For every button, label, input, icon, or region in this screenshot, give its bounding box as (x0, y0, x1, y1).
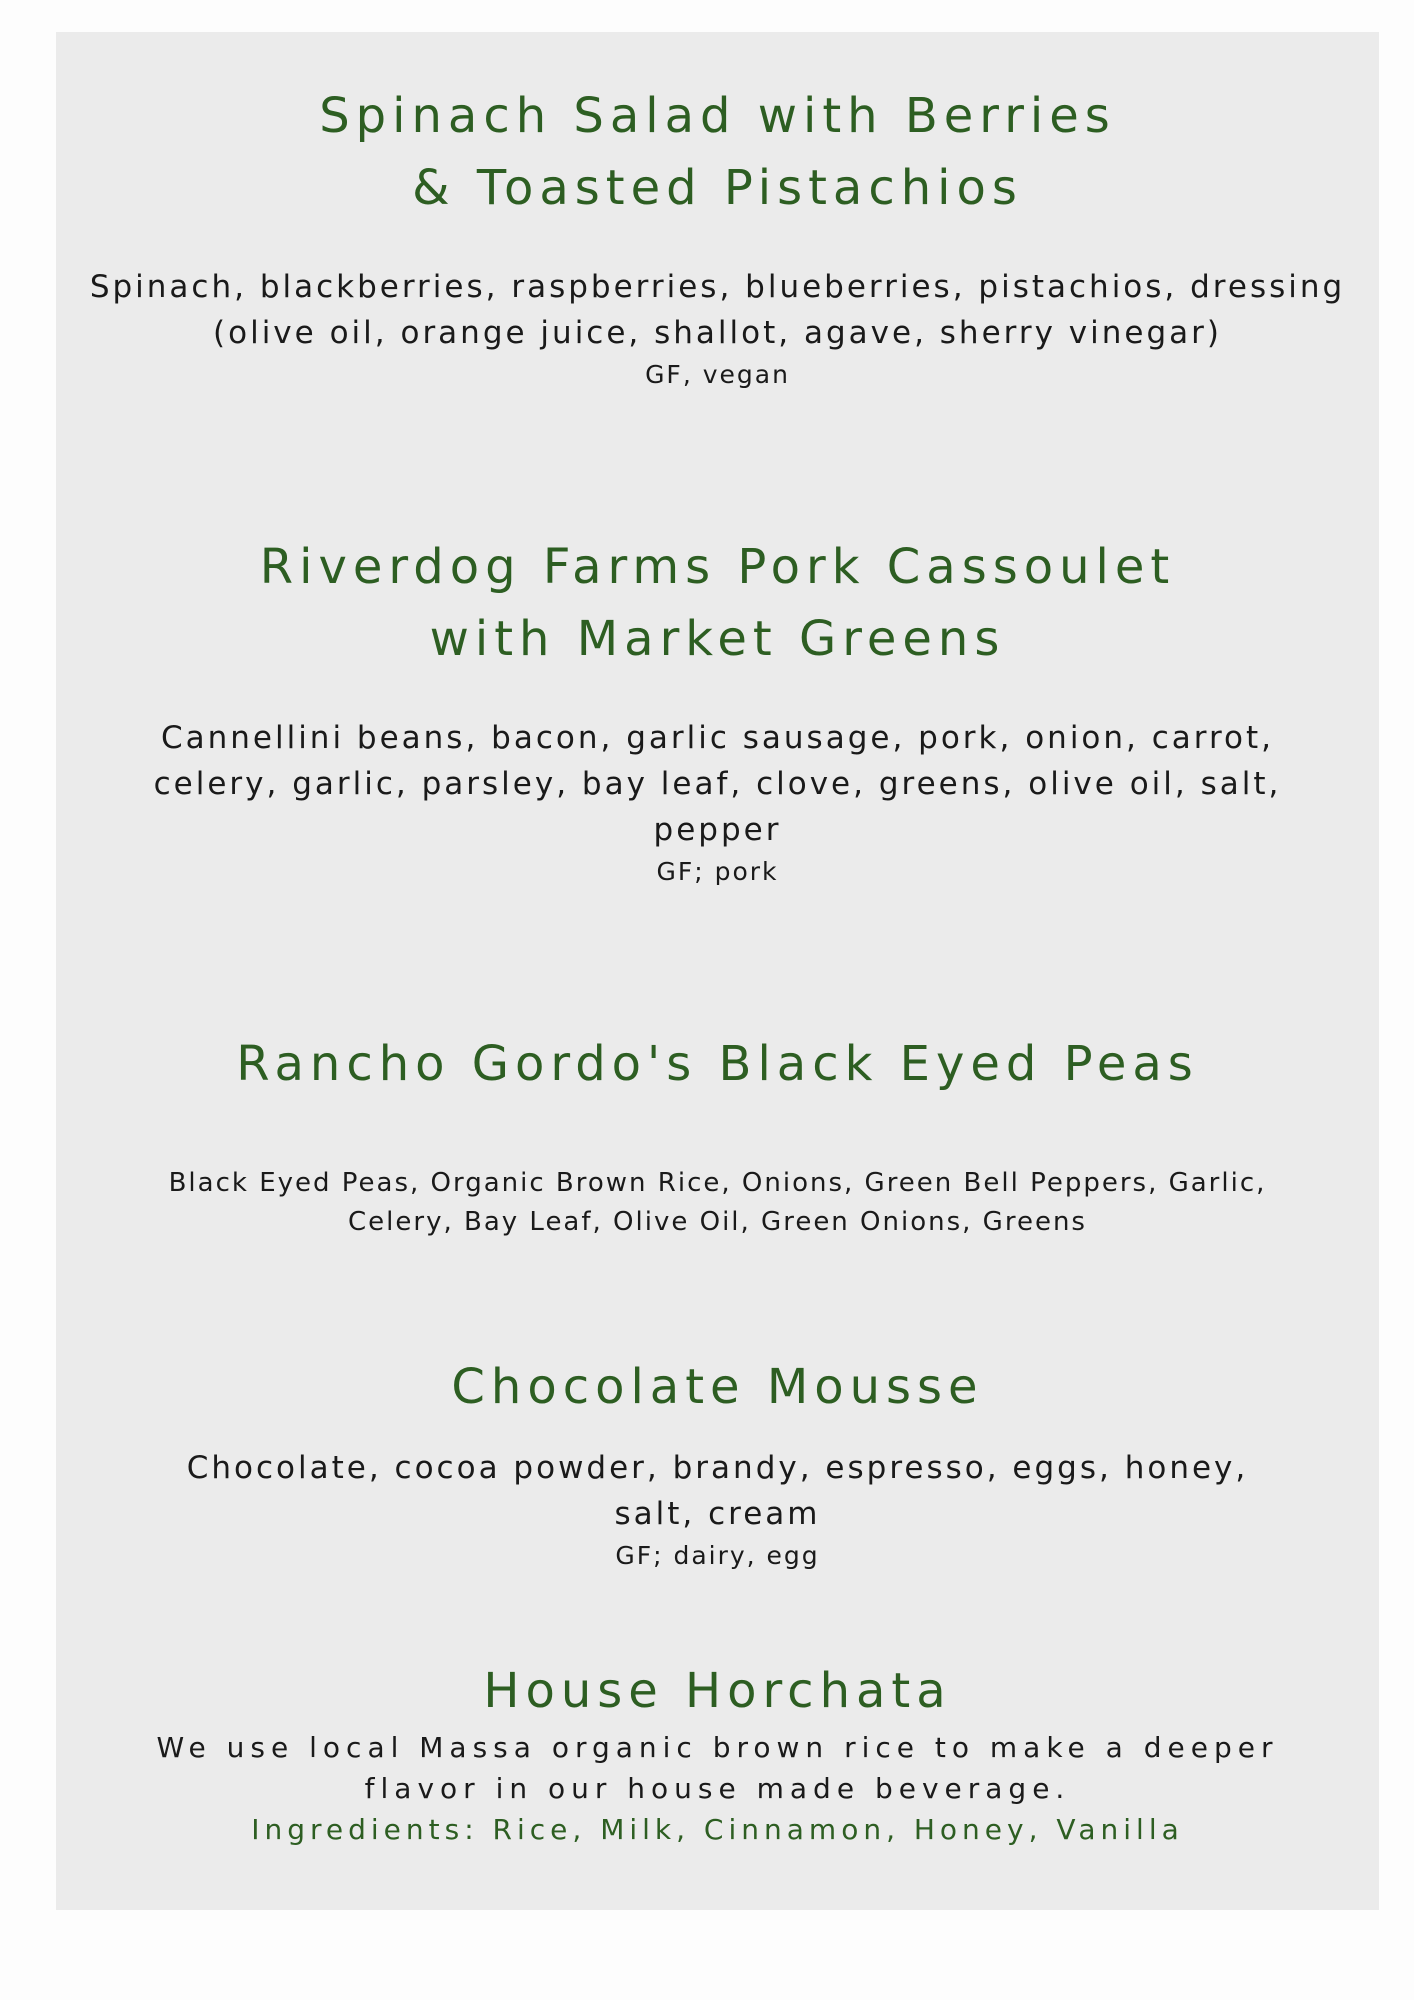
menu-item-pork-cassoulet (56, 531, 1379, 891)
menu-item-title (56, 80, 1379, 224)
dietary-tags: GF, vegan (645, 360, 790, 389)
description-line: Celery, Bay Leaf, Olive Oil, Green Onions, Greens (348, 1207, 1087, 1237)
menu-item-spinach-salad (56, 80, 1379, 394)
description-line: Spinach, blackberries, raspberries, blueberries, pistachios, dressing (89, 269, 1346, 305)
menu-item-title (56, 1655, 1379, 1727)
menu-item-title (56, 1351, 1379, 1423)
description-line: We use local Massa organic brown rice to make a deeper (156, 1731, 1279, 1764)
menu-panel (56, 32, 1379, 1910)
ingredients-line: Ingredients: Rice, Milk, Cinnamon, Honey, Vanilla (251, 1813, 1184, 1846)
description-line: Black Eyed Peas, Organic Brown Rice, Onions, Green Bell Peppers, Garlic, (168, 1168, 1267, 1198)
menu-item-description (56, 1445, 1379, 1537)
menu-item-title (56, 531, 1379, 675)
menu-item-description (56, 1727, 1379, 1809)
title-line: Spinach Salad with Berries (319, 88, 1116, 144)
description-line: Chocolate, cocoa powder, brandy, espresso, eggs, honey, (186, 1450, 1249, 1486)
menu-item-description (56, 264, 1379, 356)
menu-item-title (56, 1028, 1379, 1100)
description-line: (olive oil, orange juice, shallot, agave, sherry vinegar) (213, 315, 1222, 351)
title-line: Rancho Gordo's Black Eyed Peas (236, 1036, 1199, 1092)
title-line: House Horchata (483, 1663, 952, 1719)
title-line: with Market Greens (429, 611, 1006, 667)
description-line: pepper (653, 812, 782, 848)
menu-item-description (56, 1164, 1379, 1242)
title-line: Riverdog Farms Pork Cassoulet (259, 539, 1176, 595)
menu-item-black-eyed-peas (56, 1028, 1379, 1242)
menu-item-chocolate-mousse (56, 1351, 1379, 1575)
description-line: celery, garlic, parsley, bay leaf, clove, greens, olive oil, salt, (153, 766, 1282, 802)
dietary-tags: GF; dairy, egg (615, 1541, 820, 1570)
title-line: & Toasted Pistachios (412, 160, 1023, 216)
description-line: flavor in our house made beverage. (364, 1772, 1071, 1805)
description-line: salt, cream (614, 1496, 821, 1532)
menu-item-house-horchata (56, 1655, 1379, 1850)
description-line: Cannellini beans, bacon, garlic sausage, pork, onion, carrot, (160, 720, 1275, 756)
menu-item-description (56, 715, 1379, 853)
dietary-tags: GF; pork (656, 857, 779, 886)
title-line: Chocolate Mousse (451, 1359, 984, 1415)
